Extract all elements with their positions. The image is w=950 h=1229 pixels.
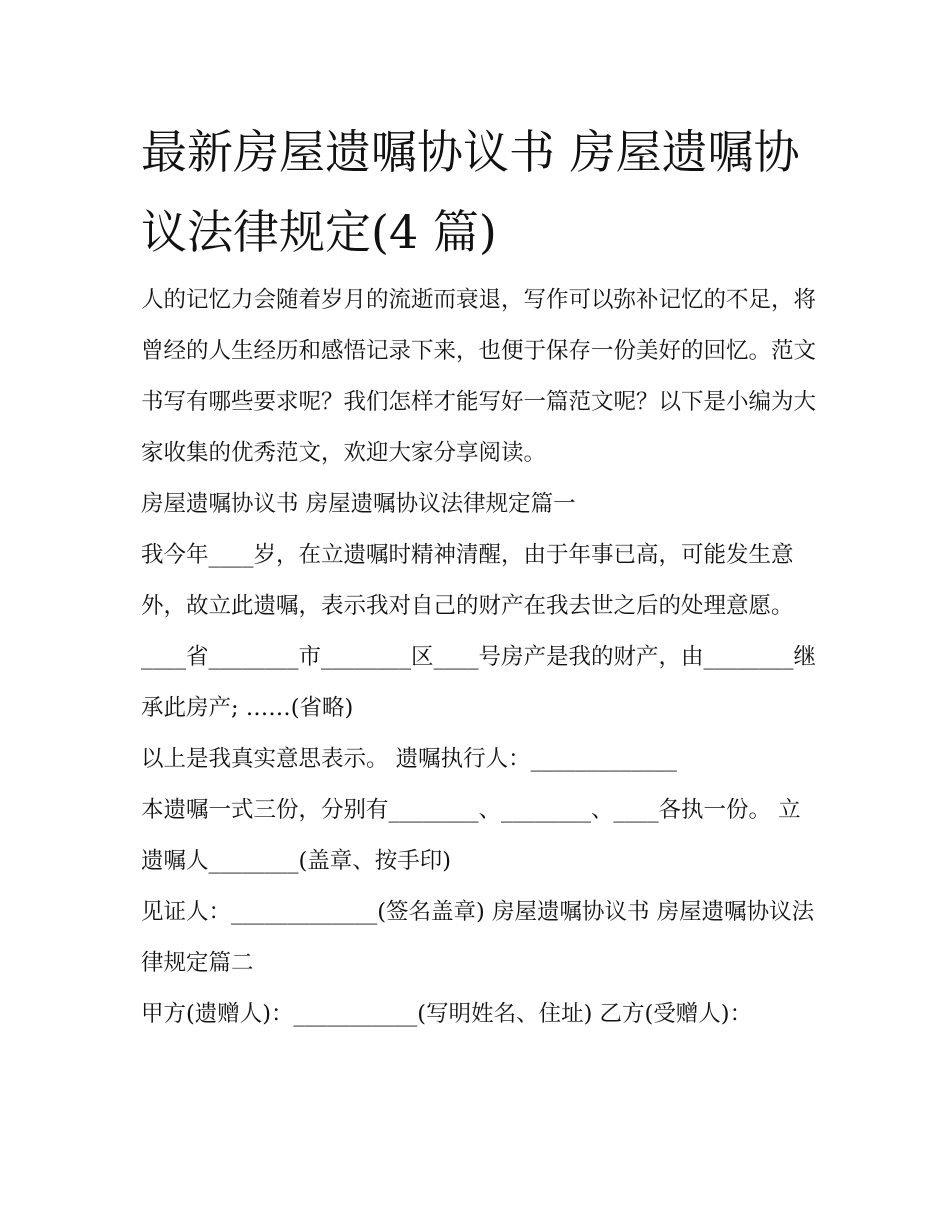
paragraph-executor: 以上是我真实意思表示。 遗嘱执行人：_____________: [141, 746, 677, 772]
paragraph-age-statement: 我今年____岁，在立遗嘱时精神清醒，由于年事已高，可能发生意外，故立此遗嘱，表示我对自己的财产在我去世之后的处理意愿。: [141, 542, 794, 619]
paragraph-witness: 见证人：_____________(签名盖章) 房屋遗嘱协议书 房屋遗嘱协议法律规定篇二: [141, 899, 815, 976]
document-body: [141, 275, 821, 1040]
paragraph-copies: 本遗嘱一式三份，分别有________、________、____各执一份。 立遗嘱人________(盖章、按手印): [141, 797, 801, 874]
paragraph-property: ____省________市________区____号房产是我的财产，由________继承此房产; ……(省略): [141, 644, 817, 721]
paragraph-parties: 甲方(遗赠人)：___________(写明姓名、住址) 乙方(受赠人)：: [141, 1001, 753, 1027]
paragraph-intro: 人的记忆力会随着岁月的流逝而衰退，写作可以弥补记忆的不足，将曾经的人生经历和感悟记录下来，也便于保存一份美好的回忆。范文书写有哪些要求呢？我们怎样才能写好一篇范文呢？以下是小编为大家收集的优秀范文，欢迎大家分享阅读。: [141, 287, 817, 466]
document-title: 最新房屋遗嘱协议书 房屋遗嘱协议法律规定(4 篇): [141, 125, 800, 259]
section-heading-1: 房屋遗嘱协议书 房屋遗嘱协议法律规定篇一: [141, 491, 576, 517]
